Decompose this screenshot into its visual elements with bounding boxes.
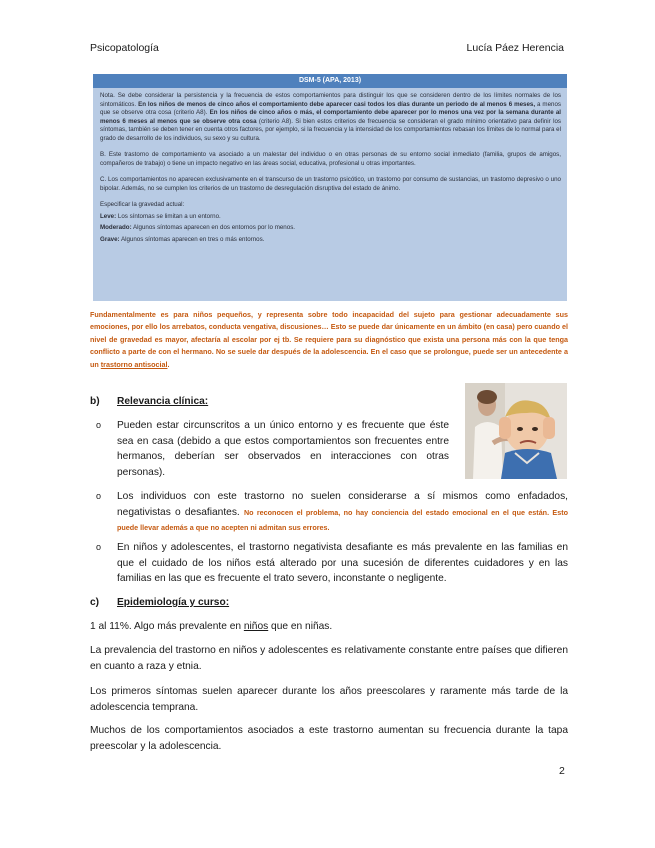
section-b-heading — [90, 396, 208, 407]
severity-label: Grave: — [100, 235, 120, 243]
dsm5-note-bold: En los niños de menos de cinco años el comportamiento debe aparecer casi todos los días durante un periodo de al menos 6 meses, — [138, 100, 536, 108]
paragraph-prevalence — [90, 619, 568, 635]
bullet-item — [96, 540, 568, 587]
severity-text: Algunos síntomas aparecen en dos entornos por lo menos. — [131, 224, 296, 231]
underlined-word: niños — [243, 621, 269, 632]
paragraph-constant-prevalence: La prevalencia del trastorno en niños y adolescentes es relativamente constante entre países que difieren en cuanto a raza y etnia. — [90, 645, 568, 672]
severity-text: Los síntomas se limitan a un entorno. — [116, 212, 221, 220]
severity-label: Leve: — [100, 212, 117, 220]
severity-label: Moderado: — [100, 224, 132, 231]
bullet-circle-icon: o — [96, 542, 102, 552]
page-number: 2 — [559, 765, 565, 777]
paragraph-first-symptoms: Los primeros síntomas suelen aparecer durante los años preescolares y raramente más tarde de la adolescencia temprana. — [90, 686, 568, 713]
bullet-circle-icon: o — [96, 420, 102, 430]
dsm5-severity-intro: Especificar la gravedad actual: — [100, 201, 185, 208]
dsm5-box-title: DSM-5 (APA, 2013) — [93, 74, 567, 88]
severity-text: Algunos síntomas aparecen en tres o más entornos. — [119, 235, 265, 243]
header-left-title: Psicopatología — [90, 42, 159, 54]
annotation-underlined-term: trastorno antisocial — [100, 359, 168, 369]
bullet-item — [96, 489, 568, 536]
section-b-title: Relevancia clínica: — [117, 396, 209, 407]
bullet-item — [96, 418, 449, 480]
orange-annotation — [90, 309, 568, 371]
dsm5-note-text: Nota. Se debe considerar la persistencia y la frecuencia de estos comportamientos para distinguir los que se consideren dentro de los límites normales de los sintomáticos. — [100, 92, 561, 108]
annotation-period: . — [167, 359, 170, 369]
dsm5-criteria-box — [93, 74, 567, 301]
bullet-text: Los individuos con este trastorno no suelen considerarse a sí mismos como enfadados, negativistas o desafiantes. — [117, 491, 568, 518]
paragraph-text: 1 al 11%. Algo más prevalente en — [90, 621, 244, 632]
bullet-circle-icon: o — [96, 491, 102, 501]
section-b-number: b) — [90, 396, 100, 407]
dsm5-criterion-b: B. Este trastorno de comportamiento va asociado a un malestar del individuo o en otras personas de su entorno social inmediato (familia, grupos de amigos, compañeros de trabajo) o tiene un impacto negativo en las áreas social, educativa, profesional u otras importantes. — [100, 151, 561, 167]
paragraph-behaviors: Muchos de los comportamientos asociados a este trastorno aumentan su frecuencia durante la tapa preescolar y la adolescencia. — [90, 725, 568, 752]
dsm5-severity-item — [100, 224, 561, 233]
paragraph-text: que en niñas. — [268, 621, 333, 632]
bullet-text: En niños y adolescentes, el trastorno negativista desafiante es más prevalente en las familias en que el cuidado de los niños está alterado por una sucesión de diferentes cuidadores y en las familias en las que es frecuente el trato severo, inconstante o negligente. — [117, 542, 568, 584]
bullet-orange-note: No reconocen el problema, no hay conciencia del estado emocional en el que están. Esto puede llevar además a que no acepten ni admitan sus errores. — [117, 507, 568, 532]
header-author: Lucía Páez Herencia — [466, 42, 564, 54]
bullet-text: Pueden estar circunscritos a un único entorno y es frecuente que éste sea en casa (debido a que estos comportamientos son frecuentes entre hermanos, deberían ser observados en interacciones con otras personas). — [117, 420, 449, 478]
dsm5-note-text: (criterio A8). Si bien estos criterios de frecuencia se consideran el grado mínimo orientativo para definir los síntomas, también se deben tener en cuenta otros factores, por ejemplo, si la frecuencia y la intensidad de los comportamientos rebasan los límites de lo normal para el grado de desarrollo de los individuos, su sexo y su cultura. — [100, 117, 562, 142]
section-c-title: Epidemiología y curso: — [117, 597, 230, 608]
dsm5-note — [100, 92, 561, 143]
section-c-number: c) — [90, 597, 100, 608]
annotation-text: Fundamentalmente es para niños pequeños, y representa sobre todo incapacidad del sujeto para gestionar adecuadamente sus emociones, por ello los arrebatos, conducta vengativa, discusiones… Esto se puede dar únicamente en un ámbito (en casa) pero cuando el nivel de gravedad es mayor, afectaría al escolar por ej tb. Se requiere para su diagnóstico que exista una persona más con la que tenga conflicto a parte de con el hermano. No se suele dar después de la adolescencia. En el caso que se prolongue, puede ser un antecedente a un — [90, 310, 568, 369]
dsm5-note-text: a menos que se observe otra cosa (criterio A8). — [100, 100, 561, 116]
dsm5-severity-item — [100, 236, 561, 245]
section-c-heading — [90, 597, 229, 608]
dsm5-criterion-c: C. Los comportamientos no aparecen exclusivamente en el transcurso de un trastorno psicótico, un trastorno por consumo de sustancias, un trastorno depresivo o uno bipolar. Además, no se cumplen los criterios de un trastorno de desregulación disruptiva del estado de ánimo. — [100, 176, 561, 192]
child-covering-ears-photo — [465, 383, 567, 479]
dsm5-box-body — [93, 88, 567, 244]
photo-illustration — [465, 383, 567, 479]
dsm5-note-bold: En los niños de cinco años o más, el comportamiento debe aparecer por lo menos una vez por la semana durante al menos 6 meses al menos que se observe otra cosa — [100, 109, 561, 125]
dsm5-severity-item — [100, 213, 561, 222]
